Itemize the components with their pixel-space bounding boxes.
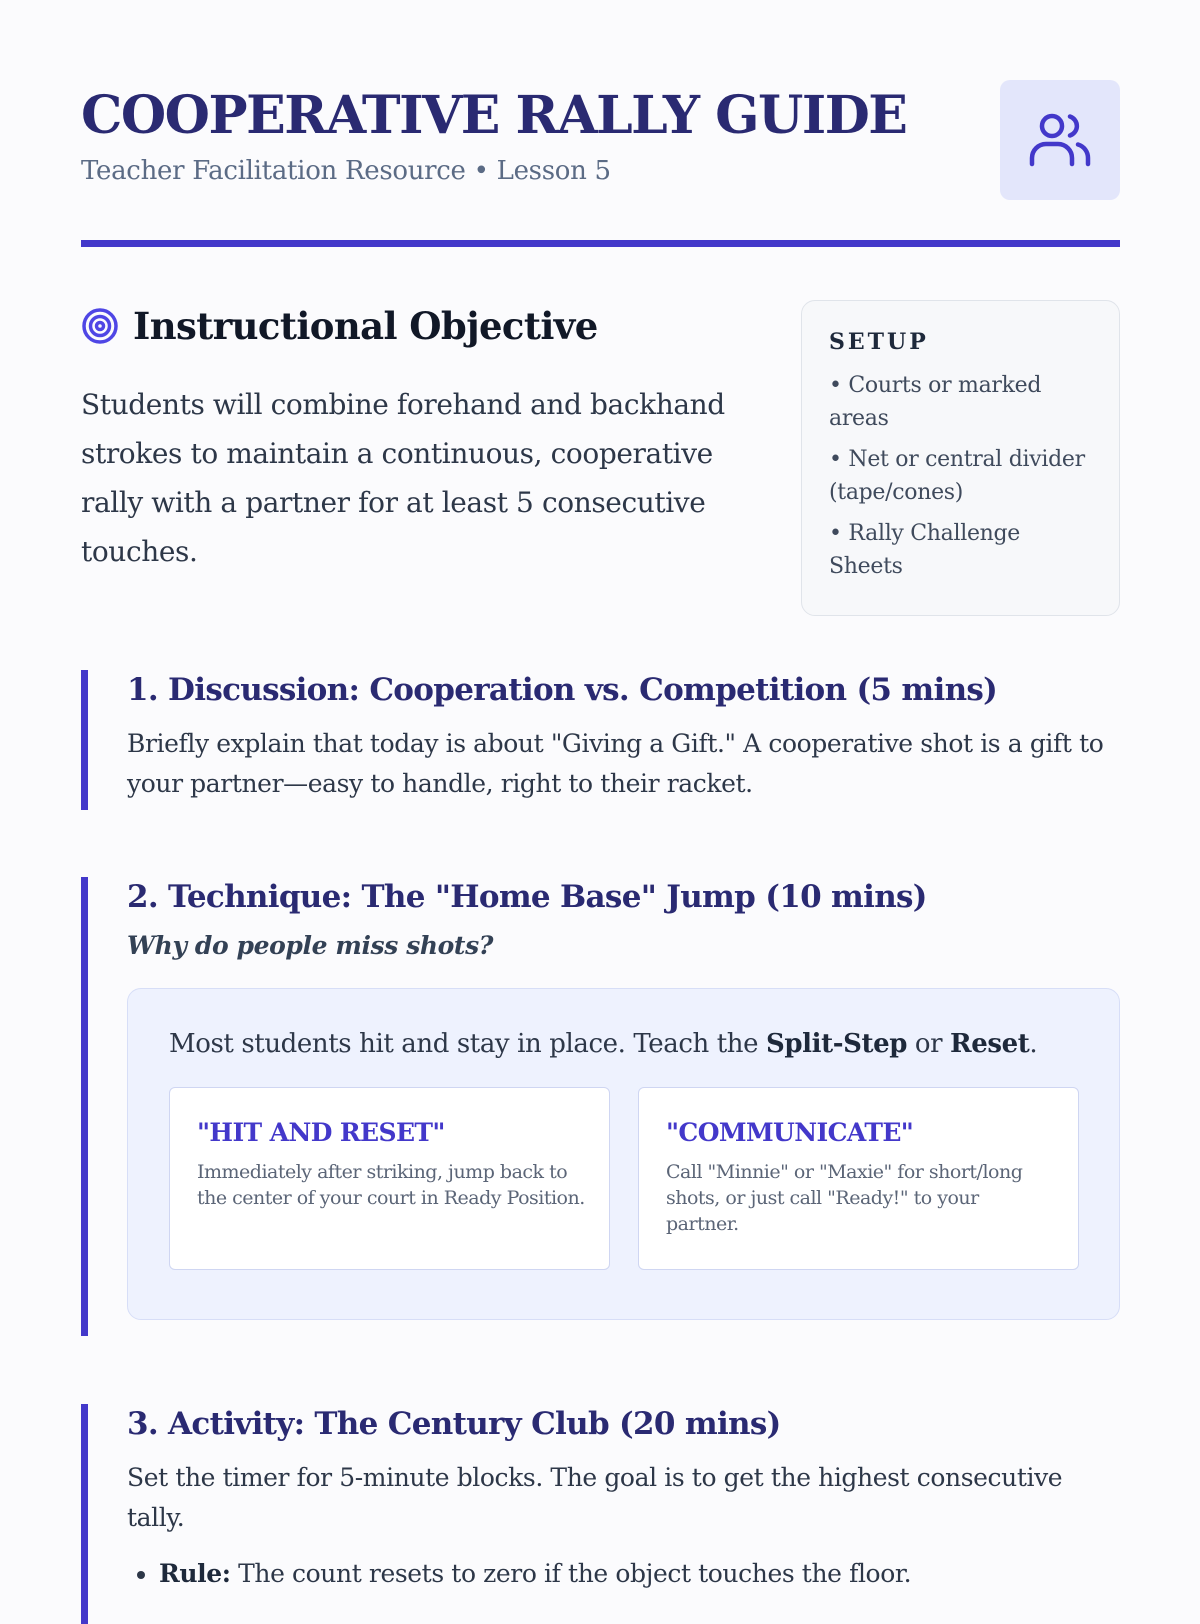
setup-item: • Rally Challenge Sheets xyxy=(829,521,1021,579)
objective-title: Instructional Objective xyxy=(133,304,598,348)
objective-heading xyxy=(81,304,598,348)
rule-text: The count resets to zero if the object touches the floor. xyxy=(230,1559,912,1588)
card-title: "HIT AND RESET" xyxy=(197,1118,445,1147)
section-text: Briefly explain that today is about "Giving a Gift." A cooperative shot is a gift to your partner—easy to handle, right to their racket. xyxy=(127,729,1104,798)
activity-rules xyxy=(127,1556,1120,1592)
section-activity xyxy=(81,1404,1120,1624)
card-title: "COMMUNICATE" xyxy=(666,1118,914,1147)
users-icon xyxy=(1028,108,1092,172)
header-divider xyxy=(81,240,1120,247)
technique-callout xyxy=(127,988,1120,1320)
callout-intro: Most students hit and stay in place. Teach the Split-Step or Reset. xyxy=(169,1029,1038,1059)
section-text: Set the timer for 5-minute blocks. The goal is to get the highest consecutive tally. xyxy=(127,1463,1063,1532)
rule-label: Rule: xyxy=(159,1559,231,1588)
page-subtitle: Teacher Facilitation Resource • Lesson 5 xyxy=(81,156,611,186)
card-text: Immediately after striking, jump back to the center of your court in Ready Position. xyxy=(197,1161,585,1209)
header xyxy=(81,80,1120,240)
section-title: 1. Discussion: Cooperation vs. Competition (5 mins) xyxy=(127,672,998,708)
split-step-term: Split-Step xyxy=(765,1029,907,1059)
setup-title: SETUP xyxy=(829,329,929,355)
users-icon-box xyxy=(1000,80,1120,200)
list-item xyxy=(159,1556,1120,1592)
card-hit-and-reset xyxy=(169,1087,610,1270)
section-discussion xyxy=(81,670,1120,810)
section-technique xyxy=(81,877,1120,1336)
section-title: 3. Activity: The Century Club (20 mins) xyxy=(127,1406,781,1442)
card-text: Call "Minnie" or "Maxie" for short/long shots, or just call "Ready!" to your partner. xyxy=(666,1161,1023,1235)
setup-box xyxy=(801,300,1120,616)
setup-item: • Net or central divider (tape/cones) xyxy=(829,447,1085,505)
reset-term: Reset xyxy=(950,1029,1030,1059)
page-title: COOPERATIVE RALLY GUIDE xyxy=(81,85,907,146)
section-title: 2. Technique: The "Home Base" Jump (10 mins) xyxy=(127,879,927,915)
card-communicate xyxy=(638,1087,1079,1270)
objective-text: Students will combine forehand and backhand strokes to maintain a continuous, cooperative rally with a partner for at least 5 consecutive touches. xyxy=(81,388,725,568)
setup-item: • Courts or marked areas xyxy=(829,373,1042,431)
technique-cards xyxy=(169,1087,1079,1270)
target-icon xyxy=(81,307,119,345)
section-question: Why do people miss shots? xyxy=(127,931,493,960)
